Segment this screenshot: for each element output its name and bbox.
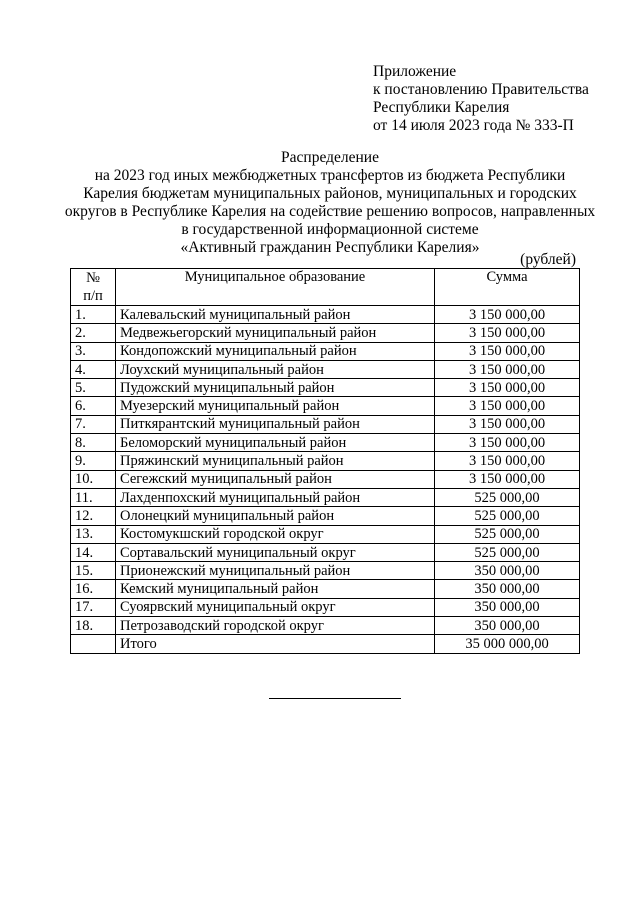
table-row xyxy=(71,342,580,360)
row-sum: 350 000,00 xyxy=(435,562,580,580)
row-sum: 525 000,00 xyxy=(435,488,580,506)
row-number: 10. xyxy=(71,470,116,488)
row-sum: 3 150 000,00 xyxy=(435,306,580,324)
row-name: Медвежьегорский муниципальный район xyxy=(116,324,435,342)
row-number: 5. xyxy=(71,379,116,397)
row-name: Петрозаводский городской округ xyxy=(116,617,435,635)
row-number: 13. xyxy=(71,525,116,543)
row-sum: 3 150 000,00 xyxy=(435,452,580,470)
row-name: Пудожский муниципальный район xyxy=(116,379,435,397)
row-sum: 525 000,00 xyxy=(435,507,580,525)
row-sum: 350 000,00 xyxy=(435,598,580,616)
row-number: 11. xyxy=(71,488,116,506)
table-row xyxy=(71,434,580,452)
row-number: 16. xyxy=(71,580,116,598)
row-name: Беломорский муниципальный район xyxy=(116,434,435,452)
table-row xyxy=(71,415,580,433)
row-sum: 35 000 000,00 xyxy=(435,635,580,653)
header-num: № xyxy=(71,269,116,288)
row-number: 14. xyxy=(71,543,116,561)
row-sum: 525 000,00 xyxy=(435,525,580,543)
title-line: Карелия бюджетам муниципальных районов, муниципальных и городских xyxy=(83,185,577,202)
row-name: Прионежский муниципальный район xyxy=(116,562,435,580)
row-sum: 3 150 000,00 xyxy=(435,397,580,415)
row-number: 18. xyxy=(71,617,116,635)
title-line: Распределение xyxy=(281,149,379,166)
row-name: Лахденпохский муниципальный район xyxy=(116,488,435,506)
row-name: Питкярантский муниципальный район xyxy=(116,415,435,433)
row-number: 2. xyxy=(71,324,116,342)
title-line: «Активный гражданин Республики Карелия» xyxy=(180,239,480,256)
row-sum: 3 150 000,00 xyxy=(435,470,580,488)
row-name: Сортавальский муниципальный округ xyxy=(116,543,435,561)
appendix-line: Республики Карелия xyxy=(373,99,510,116)
row-sum: 3 150 000,00 xyxy=(435,360,580,378)
document-title xyxy=(60,149,600,257)
table-row xyxy=(71,397,580,415)
appendix-line: Приложение xyxy=(373,63,457,80)
row-number: 6. xyxy=(71,397,116,415)
row-sum: 350 000,00 xyxy=(435,617,580,635)
row-name: Сегежский муниципальный район xyxy=(116,470,435,488)
table-row xyxy=(71,598,580,616)
table-row xyxy=(71,507,580,525)
row-number: 8. xyxy=(71,434,116,452)
table-row xyxy=(71,324,580,342)
table-row xyxy=(71,360,580,378)
row-number: 1. xyxy=(71,306,116,324)
header-sum: Сумма xyxy=(435,269,580,306)
row-name: Суоярвский муниципальный округ xyxy=(116,598,435,616)
row-number: 7. xyxy=(71,415,116,433)
total-row xyxy=(71,635,580,653)
row-number: 17. xyxy=(71,598,116,616)
row-name: Кондопожский муниципальный район xyxy=(116,342,435,360)
row-number: 9. xyxy=(71,452,116,470)
row-name: Итого xyxy=(116,635,435,653)
table-row xyxy=(71,470,580,488)
table-row xyxy=(71,379,580,397)
row-sum: 3 150 000,00 xyxy=(435,324,580,342)
row-name: Муезерский муниципальный район xyxy=(116,397,435,415)
header-num-2: п/п xyxy=(71,287,116,306)
row-name: Олонецкий муниципальный район xyxy=(116,507,435,525)
header-name: Муниципальное образование xyxy=(116,269,435,306)
table-row xyxy=(71,306,580,324)
row-sum: 3 150 000,00 xyxy=(435,434,580,452)
row-number: 15. xyxy=(71,562,116,580)
table-header-row xyxy=(71,269,580,288)
table-row xyxy=(71,543,580,561)
end-rule xyxy=(269,698,401,699)
table-row xyxy=(71,525,580,543)
appendix-block xyxy=(373,63,589,135)
title-line: округов в Республике Карелия на содействие решению вопросов, направленных xyxy=(64,203,596,220)
row-number: 4. xyxy=(71,360,116,378)
row-sum: 3 150 000,00 xyxy=(435,342,580,360)
row-number xyxy=(71,635,116,653)
row-sum: 3 150 000,00 xyxy=(435,415,580,433)
table-row xyxy=(71,562,580,580)
table-row xyxy=(71,580,580,598)
row-name: Пряжинский муниципальный район xyxy=(116,452,435,470)
row-sum: 525 000,00 xyxy=(435,543,580,561)
row-name: Калевальский муниципальный район xyxy=(116,306,435,324)
title-line: в государственной информационной системе xyxy=(181,221,479,238)
appendix-line: от 14 июля 2023 года № 333-П xyxy=(373,117,574,134)
table-row xyxy=(71,452,580,470)
table-row xyxy=(71,617,580,635)
title-line: на 2023 год иных межбюджетных трансфертов из бюджета Республики xyxy=(94,167,566,184)
row-sum: 350 000,00 xyxy=(435,580,580,598)
appendix-line: к постановлению Правительства xyxy=(373,81,589,98)
units-label: (рублей) xyxy=(520,251,576,268)
row-name: Кемский муниципальный район xyxy=(116,580,435,598)
table-row xyxy=(71,488,580,506)
row-sum: 3 150 000,00 xyxy=(435,379,580,397)
row-number: 12. xyxy=(71,507,116,525)
row-number: 3. xyxy=(71,342,116,360)
row-name: Костомукшский городской округ xyxy=(116,525,435,543)
distribution-table xyxy=(70,268,580,654)
row-name: Лоухский муниципальный район xyxy=(116,360,435,378)
